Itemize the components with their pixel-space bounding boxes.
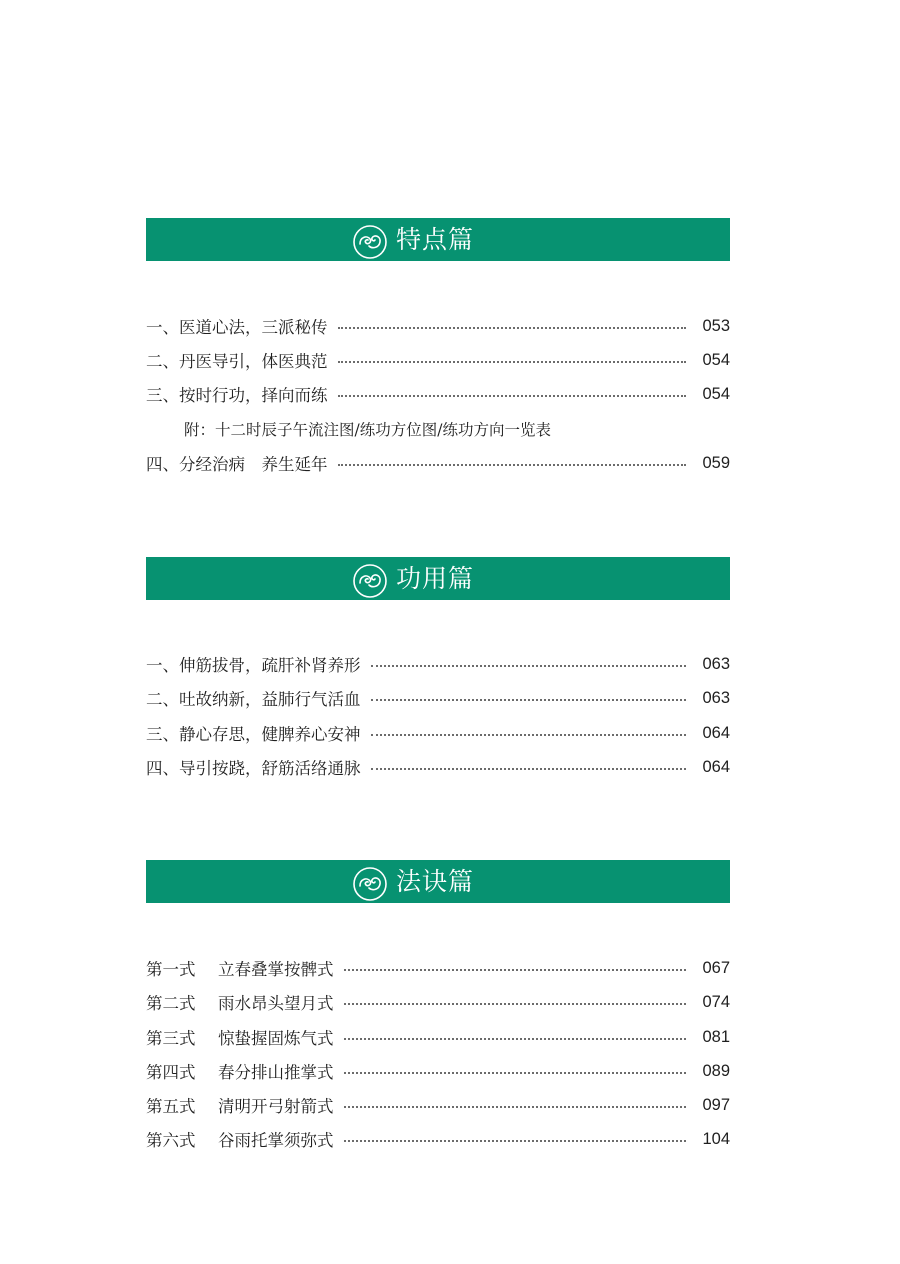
dot-leader	[338, 327, 687, 329]
toc-entry-page: 067	[702, 958, 730, 977]
toc-entry[interactable]	[146, 755, 730, 779]
section-banner	[146, 557, 730, 600]
cloud-swirl-icon	[352, 224, 388, 260]
toc-entry-title: 二、丹医导引，体医典范	[146, 352, 328, 371]
toc-entry-number: 第二式	[146, 994, 196, 1013]
toc-entry-page: 097	[702, 1095, 730, 1114]
dot-leader	[344, 1072, 687, 1074]
dot-leader	[344, 1038, 687, 1040]
toc-entry[interactable]	[146, 348, 730, 372]
toc-entry-page: 054	[702, 384, 730, 403]
dot-leader	[344, 1140, 687, 1142]
toc-entry-page: 081	[702, 1027, 730, 1046]
toc-entry-title: 雨水昂头望月式	[218, 994, 334, 1013]
toc-entry-page: 059	[702, 453, 730, 472]
toc-entry-title: 三、按时行功，择向而练	[146, 386, 328, 405]
toc-entry-title: 春分排山推掌式	[218, 1063, 334, 1082]
section-fajue	[146, 860, 730, 1150]
dot-leader	[344, 969, 687, 971]
toc-entry-title: 惊蛰握固炼气式	[218, 1029, 334, 1048]
section-title: 法诀篇	[396, 867, 475, 896]
dot-leader	[338, 395, 687, 397]
section-gongyong	[146, 557, 730, 778]
section-banner	[146, 860, 730, 903]
toc-entry[interactable]	[146, 382, 730, 406]
toc-entry-title: 四、分经治病 养生延年	[146, 455, 328, 474]
section-tedian	[146, 218, 730, 474]
toc-entry-title: 谷雨托掌须弥式	[218, 1131, 334, 1150]
toc-entry-page: 053	[702, 316, 730, 335]
toc-entry[interactable]	[146, 956, 730, 980]
dot-leader	[371, 699, 687, 701]
dot-leader	[371, 768, 687, 770]
toc-entry[interactable]	[146, 652, 730, 676]
dot-leader	[371, 665, 687, 667]
toc-entry-page: 064	[702, 723, 730, 742]
toc-entry-page: 063	[702, 654, 730, 673]
dot-leader	[371, 734, 687, 736]
toc-entry[interactable]	[146, 721, 730, 745]
toc-note: 附：十二时辰子午流注图/练功方位图/练功方向一览表	[184, 421, 551, 439]
toc-entry-page: 104	[702, 1129, 730, 1148]
toc-entry[interactable]	[146, 1059, 730, 1083]
cloud-swirl-icon	[352, 563, 388, 599]
toc-entry[interactable]	[146, 686, 730, 710]
toc-entry[interactable]	[146, 451, 730, 475]
toc-entry-number: 第一式	[146, 960, 196, 979]
toc-entry-number: 第三式	[146, 1029, 196, 1048]
toc-entry-title: 二、吐故纳新，益肺行气活血	[146, 690, 361, 709]
toc-entry[interactable]	[146, 1093, 730, 1117]
section-title: 功用篇	[396, 564, 475, 593]
toc-entry-title: 立春叠掌按髀式	[218, 960, 334, 979]
dot-leader	[338, 464, 687, 466]
toc-entry[interactable]	[146, 1127, 730, 1151]
section-banner	[146, 218, 730, 261]
toc-entry-title: 三、静心存思，健脾养心安神	[146, 725, 361, 744]
toc-entry-page: 063	[702, 688, 730, 707]
toc-entry-title: 清明开弓射箭式	[218, 1097, 334, 1116]
toc-entry[interactable]	[146, 314, 730, 338]
toc-entry-page: 074	[702, 992, 730, 1011]
toc-entry-title: 一、医道心法，三派秘传	[146, 318, 328, 337]
toc-entry[interactable]	[146, 1025, 730, 1049]
section-title: 特点篇	[396, 225, 475, 254]
dot-leader	[344, 1106, 687, 1108]
toc-entry-number: 第四式	[146, 1063, 196, 1082]
toc-entry-page: 054	[702, 350, 730, 369]
toc-entry-title: 四、导引按跷，舒筋活络通脉	[146, 759, 361, 778]
dot-leader	[338, 361, 687, 363]
toc-entry-number: 第五式	[146, 1097, 196, 1116]
toc-entry-number: 第六式	[146, 1131, 196, 1150]
toc-entry-title: 一、伸筋拔骨，疏肝补肾养形	[146, 656, 361, 675]
cloud-swirl-icon	[352, 866, 388, 902]
toc-entry-page: 064	[702, 757, 730, 776]
toc-entry-page: 089	[702, 1061, 730, 1080]
dot-leader	[344, 1003, 687, 1005]
toc-entry[interactable]	[146, 990, 730, 1014]
